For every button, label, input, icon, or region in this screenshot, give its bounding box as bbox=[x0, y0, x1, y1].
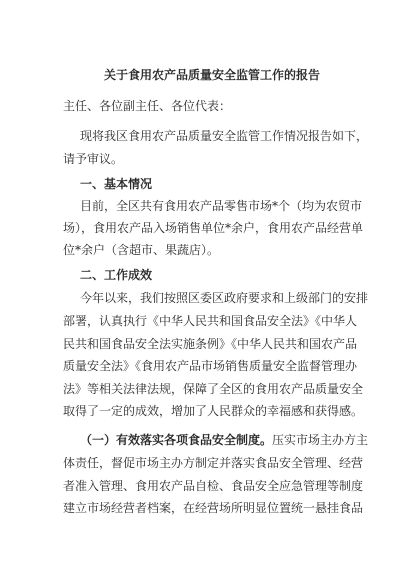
subsection-heading: （一）有效落实各项食品安全制度。 bbox=[80, 433, 273, 447]
intro-line: 请予审议。 bbox=[63, 152, 124, 166]
document-title: 关于食用农产品质量安全监管工作的报告 bbox=[104, 68, 321, 82]
subsection-first-line bbox=[80, 432, 368, 448]
paragraph-line: 今年以来，我们按照区委区政府要求和上级部门的安排 bbox=[80, 291, 369, 305]
paragraph-line: 体责任，督促市场主办方制定并落实食品安全管理、经营 bbox=[63, 456, 364, 470]
paragraph-line: 民共和国食品安全法实施条例》《中华人民共和国农产品 bbox=[63, 337, 358, 351]
paragraph-line: 部署，认真执行《中华人民共和国食品安全法》《中华人 bbox=[63, 314, 358, 328]
paragraph-line: 质量安全法》《食用农产品市场销售质量安全监督管理办 bbox=[63, 359, 358, 373]
salutation: 主任、各位副主任、各位代表： bbox=[63, 99, 232, 113]
paragraph-line: 取得了一定的成效，增加了人民群众的幸福感和获得感。 bbox=[63, 404, 364, 418]
paragraph-line: 建立市场经营者档案，在经营场所明显位置统一悬挂食品 bbox=[63, 501, 364, 515]
paragraph-line: 位*余户（含超市、果蔬店）。 bbox=[63, 243, 220, 257]
paragraph-line: 法》等相关法律法规，保障了全区的食用农产品质量安全 bbox=[63, 382, 364, 396]
paragraph-line: 者准入管理、食用农产品自检、食品安全应急管理等制度 bbox=[63, 479, 364, 493]
section-heading-results: 二、工作成效 bbox=[80, 268, 153, 282]
intro-line: 现将我区食用农产品质量安全监管工作情况报告如下， bbox=[80, 129, 369, 143]
paragraph-line: 场），食用农产品入场销售单位*余户，食用农产品经营单 bbox=[63, 221, 364, 235]
paragraph-line: 目前，全区共有食用农产品零售市场*个（均为农贸市 bbox=[80, 199, 363, 213]
subsection-heading-tail: 压实市场主办方主 bbox=[272, 433, 369, 447]
section-heading-basic: 一、基本情况 bbox=[80, 177, 153, 191]
